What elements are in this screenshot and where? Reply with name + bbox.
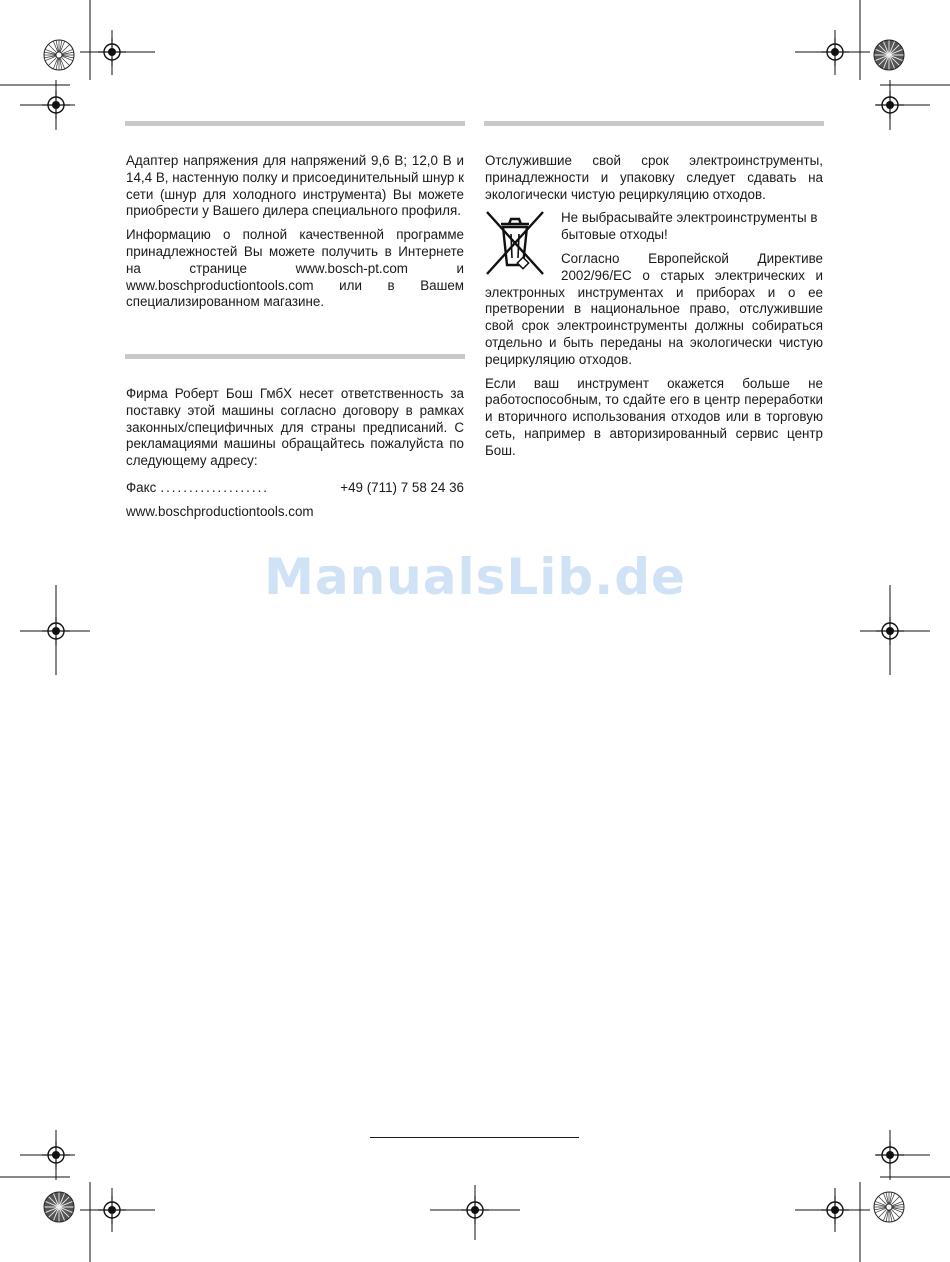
eu-directive-paragraph: Согласно Европейской Директиве 2002/96/ЕС о старых электрических и электронных инструментах и приборах и о ее претворении в национальное право, отслужившие свой срок электроинструменты должны собираться отдельно и быть переданы на экологически чистую рециркуляцию отходов. — [485, 250, 823, 367]
fax-line — [126, 480, 464, 497]
no-household-waste-paragraph: Не выбрасывайте электроинструменты в бытовые отходы! — [561, 210, 818, 243]
disposal-intro-paragraph: Отслужившие свой срок электроинструменты, принадлежности и упаковку следует сдавать на экологически чистую рециркуляцию отходов. — [485, 153, 823, 202]
website-link[interactable]: www.boschproductiontools.com — [126, 503, 314, 519]
disposal-section — [485, 153, 823, 467]
accessories-section — [126, 153, 464, 318]
section-rule-disposal — [484, 121, 824, 126]
recycling-center-paragraph: Если ваш инструмент окажется больше не работоспособным, то сдайте его в центр переработки и вторичного использования отходов или в торговую сеть, например в авторизированный сервис центр Бош. — [485, 375, 823, 458]
section-rule-accessories — [125, 121, 465, 126]
footer-rule — [370, 1137, 579, 1138]
fax-dots: ................... — [160, 479, 270, 495]
fax-number: +49 (711) 7 58 24 36 — [340, 479, 464, 495]
fax-label: Факс — [126, 479, 157, 495]
warranty-section — [126, 386, 464, 528]
watermark: ManualsLib.de — [264, 548, 686, 606]
crossed-out-wheelie-bin-icon — [485, 210, 545, 278]
accessories-paragraph: Адаптер напряжения для напряжений 9,6 В; 12,0 В и 14,4 В, настенную полку и присоединительный шнур к сети (шнур для холодного инструмента) Вы можете приобрести у Вашего дилера специального профиля. — [126, 153, 464, 219]
warranty-paragraph: Фирма Роберт Бош ГмбХ несет ответственность за поставку этой машины согласно договору в рамках законных/специфичных для страны предписаний. С рекламациями машины обращайтесь пожалуйста по следующему адресу: — [126, 386, 464, 469]
section-rule-warranty — [125, 354, 465, 359]
accessories-info-paragraph: Информацию о полной качественной программе принадлежностей Вы можете получить в Интернете на странице www.bosch-pt.com и www.boschproductiontools.com или в Вашем специализированном магазине. — [126, 227, 464, 310]
